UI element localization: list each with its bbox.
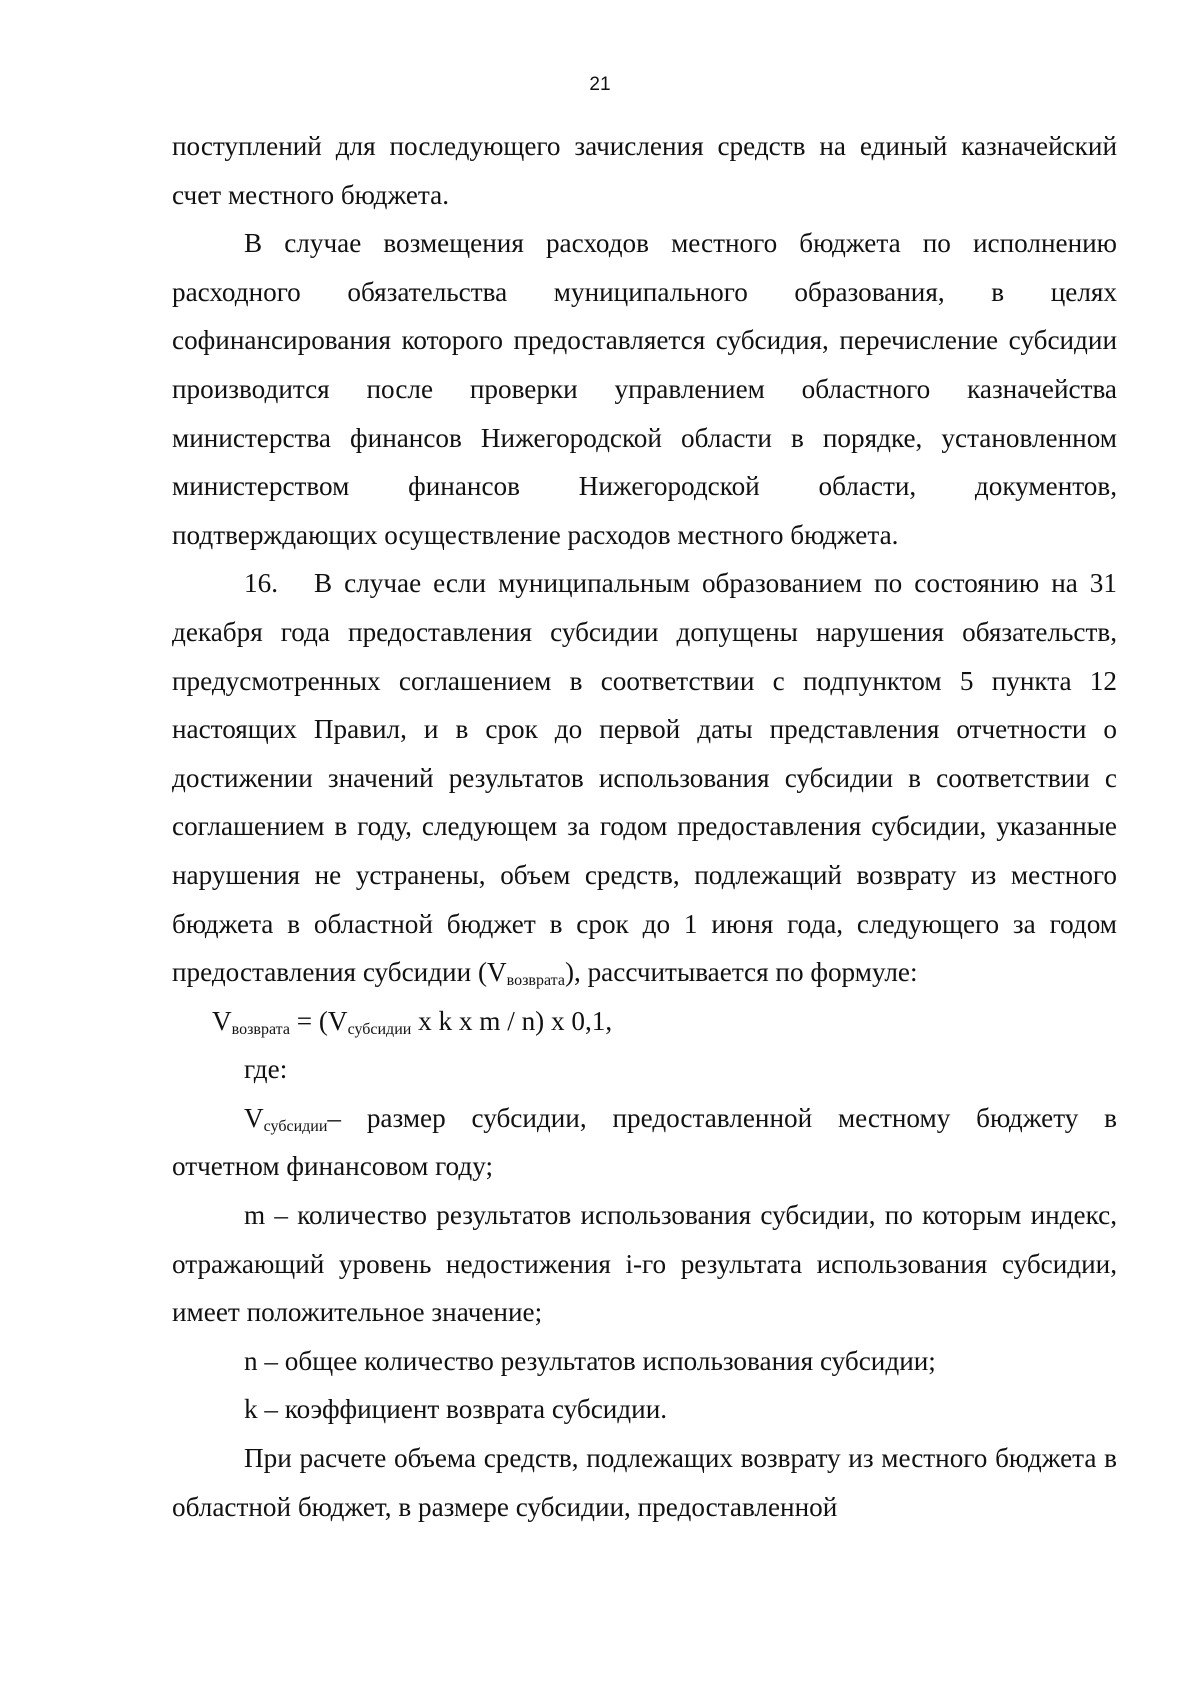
paragraph-16 — [172, 559, 1117, 996]
formula-sub-subsidii: субсидии — [347, 1020, 412, 1038]
definition-k: k – коэффициент возврата субсидии. — [244, 1394, 668, 1425]
definition-n: n – общее количество результатов использования субсидии; — [244, 1345, 936, 1376]
def-v-symbol: V — [244, 1102, 264, 1133]
def-v-text: – размер субсидии, предоставленной местному бюджету в отчетном финансовом году; — [172, 1102, 1117, 1182]
subscript-vozvrata: возврата — [506, 972, 565, 990]
paragraph-2: В случае возмещения расходов местного бюджета по исполнению расходного обязательства муниципального образования, в целях софинансирования которого предоставляется субсидия, перечисление субсидии производится после проверки управлением областного казначейства министерства финансов Нижегородской области в порядке, установленном министерством финансов Нижегородской области, документов, подтверждающих осуществление расходов местного бюджета. — [172, 228, 1117, 550]
formula-sub-vozvrata: возврата — [231, 1020, 290, 1038]
paragraph-16-tail: ), рассчитывается по формуле: — [564, 957, 918, 988]
paragraph-16-text: 16. В случае если муниципальным образованием по состоянию на 31 декабря года предоставления субсидии допущены нарушения обязательств, предусмотренных соглашением в соответствии с подпунктом 5 пункта 12 настоящих Правил, и в срок до первой даты представления отчетности о достижении значений результатов использования субсидии в соответствии с соглашением в году, следующем за годом предоставления субсидии, указанные нарушения не устранены, объем средств, подлежащий возврату из местного бюджета в областной бюджет в срок до 1 июня года, следующего за годом предоставления субсидии (V — [172, 568, 1117, 988]
document-body — [172, 122, 1117, 1531]
paragraph-last: При расчете объема средств, подлежащих возврату из местного бюджета в областной бюджет, в размере субсидии, предоставленной — [172, 1443, 1117, 1522]
formula-rest: x k x m / n) x 0,1, — [411, 1005, 613, 1036]
paragraph-1: поступлений для последующего зачисления средств на единый казначейский счет местного бюджета. — [172, 131, 1117, 210]
formula-mid: = (V — [289, 1005, 348, 1036]
formula — [172, 997, 1117, 1046]
formula-v: V — [212, 1005, 232, 1036]
where-label: где: — [244, 1054, 288, 1085]
def-v-sub: субсидии — [263, 1117, 328, 1135]
page-number: 21 — [589, 74, 611, 95]
definition-v-subsidii — [172, 1094, 1117, 1191]
definition-m: m – количество результатов использования субсидии, по которым индекс, отражающий уровень недостижения i-го результата использования субсидии, имеет положительное значение; — [172, 1200, 1117, 1328]
